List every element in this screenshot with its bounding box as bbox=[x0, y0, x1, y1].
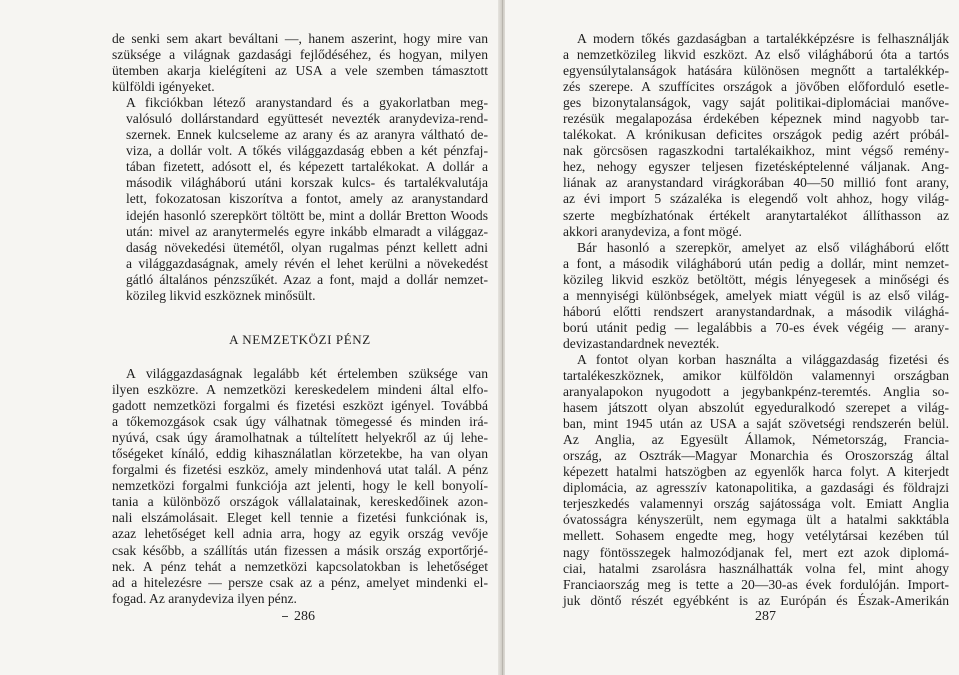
text-line: gadott nemzetközi forgalmi és fizetési eszközt igényel. Továbbá bbox=[112, 398, 488, 414]
text-line: külföldi igényeket. bbox=[112, 79, 215, 95]
text-line: hasem játszott olyan abszolút egyeduralkodó szerepet a világ- bbox=[563, 400, 949, 416]
page-number-dash bbox=[282, 616, 288, 617]
text-line: közileg likvid eszköz betöltött, mégis lényegesek a minőségi és bbox=[563, 271, 949, 287]
left-paragraph-2 bbox=[112, 366, 488, 607]
text-line: terjeszkedés valamennyi ország sajátossága volt. Emiatt Anglia bbox=[563, 496, 949, 512]
text-line: A fontot olyan korban használta a világgazdaság fizetési és bbox=[577, 351, 949, 367]
text-line: rezésük megalapozása érdekében képeznek mind nagyobb tar- bbox=[563, 111, 949, 127]
text-line: a nemzetközileg likvid eszközt. Az első világháború óta a tartós bbox=[563, 47, 949, 63]
text-line: a mennyiségi különbségek, amelyek miatt végül is az első világ- bbox=[563, 287, 949, 303]
text-line: A fikciókban létező aranystandard és a gyakorlatban meg- bbox=[126, 95, 488, 111]
text-line: daság növekedési ütemétől, olyan rugalmas pénzt kellett adni bbox=[126, 239, 488, 255]
text-line: nak görcsösen ragaszkodni tartalékaikhoz, mint végső remény- bbox=[563, 143, 949, 159]
text-line: Bár hasonló a szerepkör, amelyet az első világháború előtt bbox=[577, 239, 949, 255]
text-line: ütemben akarja kielégíteni az USA a vele szemben támasztott bbox=[112, 63, 488, 79]
right-paragraph-3 bbox=[563, 352, 949, 609]
text-line: ges bizonytalanságok, vagy saját politikai-diplomáciai manőve- bbox=[563, 95, 949, 111]
text-line: második világháború utáni korszak kulcs- és tartalékvalutája bbox=[126, 175, 488, 191]
text-line: nek. A pénz tehát a nemzetközi kapcsolatokban is lehetőséget bbox=[112, 558, 488, 574]
text-line: A modern tőkés gazdaságban a tartalékképzésre is felhasználják bbox=[577, 31, 949, 46]
text-line: tőségeket kínáló, eddig kihasználatlan körzetekbe, ha van olyan bbox=[112, 446, 488, 462]
text-line: után: mivel az aranytermelés egyre inkább elmaradt a világgaz- bbox=[126, 223, 488, 239]
text-line: óvatosságra kényszerült, nem egymaga ült a hatalmi sakktábla bbox=[563, 512, 949, 528]
right-paragraph-2 bbox=[563, 240, 949, 352]
text-line: tania a különböző országok vállalatainak, kereskedőinek azon- bbox=[112, 494, 488, 510]
left-paragraph-1 bbox=[112, 95, 488, 304]
text-line: gátló általános pénzszűkét. Azaz a font, majd a dollár nemzet- bbox=[126, 271, 488, 287]
text-line: valósuló dollárstandard együttesét nevezték aranydeviza-rend- bbox=[126, 111, 488, 127]
text-line: szüksége a világnak gazdasági fejlődéséhez, és hogyan, milyen bbox=[112, 47, 488, 63]
text-line: Az Anglia, az Egyesült Államok, Németország, Francia- bbox=[563, 432, 949, 448]
text-line: liának az aranystandard virágkorában 40—50 millió font arany, bbox=[563, 175, 949, 191]
right-page bbox=[505, 0, 959, 675]
text-line: Franciaország meg is tette a 20—30-as évek fordulóján. Import- bbox=[563, 576, 949, 592]
text-line: juk döntő részét egyébként is az Európán és Észak-Amerikán bbox=[563, 592, 949, 608]
left-column-top bbox=[112, 31, 488, 304]
left-column-bottom bbox=[112, 366, 488, 607]
text-line: tartalékeszköznek, amikor külföldön valamennyi országban bbox=[563, 367, 949, 383]
page-number-left: 286 bbox=[294, 609, 315, 624]
text-line: szernek. Ennek kulcseleme az arany és az aranyra váltható de- bbox=[126, 127, 488, 143]
text-line: a font, a második világháború után pedig a dollár, mint nemzet- bbox=[563, 255, 949, 271]
text-line: csak később, a szállítás után fizessen a másik ország exportőrjé- bbox=[112, 542, 488, 558]
text-line: nyúvá, csak úgy áramolhatnak a túltelített helyekről az új lehe- bbox=[112, 430, 488, 446]
text-line: az évi import 5 százaléka is elegendő volt ahhoz, hogy világ- bbox=[563, 191, 949, 207]
section-heading: A NEMZETKÖZI PÉNZ bbox=[229, 332, 371, 347]
text-line: a tőkemozgások csak úgy válhatnak tömegessé és minden irá- bbox=[112, 414, 488, 430]
text-line: de senki sem akart beváltani —, hanem aszerint, hogy mire van bbox=[112, 31, 488, 46]
text-line: diplomácia, az agresszív katonapolitika, a gazdasági és földrajzi bbox=[563, 480, 949, 496]
text-line: idején hasonló szerepkört töltött be, mint a dollár Bretton Woods bbox=[126, 207, 488, 223]
text-line: ban, mint 1945 után az USA a saját szövetségi rendszerén belül. bbox=[563, 416, 949, 432]
text-line: lett, fokozatosan kiszorítva a fontot, amely az aranystandard bbox=[126, 191, 488, 207]
text-line: képezett hatalmi hatszögben az egyenlők harca folyt. A kiterjedt bbox=[563, 464, 949, 480]
text-line: A világgazdaságnak legalább két értelemben szüksége van bbox=[126, 366, 488, 381]
text-line: közileg likvid eszköznek minősült. bbox=[126, 287, 316, 303]
text-line: aranyalapokon nyugodott a jegybankpénz-teremtés. Anglia so- bbox=[563, 384, 949, 400]
text-line: zés szerepe. A szuffícites országok a jövőben előforduló esetle- bbox=[563, 79, 949, 95]
text-line: ború utánit pedig — legalábbis a 70-es évek végéig — arany- bbox=[563, 319, 949, 335]
text-line: ad a hitelezésre — persze csak az a pénz, amelyet mindenki el- bbox=[112, 574, 488, 590]
text-line: nagy föntösszegek halmozódjanak fel, mert ezt azok diplomá- bbox=[563, 544, 949, 560]
text-line: tában fizetett, adósott el, és képezett tartalékokat. A dollár a bbox=[126, 159, 488, 175]
left-intro-paragraph bbox=[112, 31, 488, 95]
text-line: szerte megbízhatónak értékelt aranytartalékot állíthasson az bbox=[563, 207, 949, 223]
right-column bbox=[563, 31, 949, 609]
right-paragraph-1 bbox=[563, 31, 949, 240]
text-line: akkori aranydeviza, a font mögé. bbox=[563, 223, 742, 239]
text-line: azaz lehetőséget kell adnia arra, hogy az egyik ország vevője bbox=[112, 526, 488, 542]
text-line: nemzetközi forgalmi funkciója azt jelenti, hogy le kell bonyolí- bbox=[112, 478, 488, 494]
text-line: viza, a dollár volt. A tőkés világgazdaság ebben a két pénzfaj- bbox=[126, 143, 488, 159]
text-line: háború előtti rendszert aranystandardnak, a második világhá- bbox=[563, 303, 949, 319]
text-line: mellett. Sohasem engedte meg, hogy vetélytársai kezében túl bbox=[563, 528, 949, 544]
text-line: devizastandardnek nevezték. bbox=[563, 335, 720, 351]
text-line: hez, nehogy egyszer teljesen fizetésképtelenné váljanak. Ang- bbox=[563, 159, 949, 175]
text-line: egyensúlytalanságok hatására különösen megnőtt a tartalékkép- bbox=[563, 63, 949, 79]
text-line: ilyen eszközre. A nemzetközi kereskedelem mindeni által elfo- bbox=[112, 382, 488, 398]
text-line: fogad. Az aranydeviza ilyen pénz. bbox=[112, 590, 297, 606]
text-line: ország, az Osztrák—Magyar Monarchia és Oroszország által bbox=[563, 448, 949, 464]
text-line: nali elszámolásait. Eleget kell tennie a fizetési funkciónak is, bbox=[112, 510, 488, 526]
page-number-right: 287 bbox=[755, 609, 776, 624]
text-line: a világgazdaságnak, amely révén el lehet kerülni a növekedést bbox=[126, 255, 488, 271]
text-line: talékokat. A krónikusan deficites országok pedig azért próbál- bbox=[563, 127, 949, 143]
text-line: ciai, hatalmi zsarolásra használhatták volna fel, mint ahogy bbox=[563, 560, 949, 576]
text-line: forgalmi és fizetési eszköz, amely mindenhová utat talál. A pénz bbox=[112, 462, 488, 478]
